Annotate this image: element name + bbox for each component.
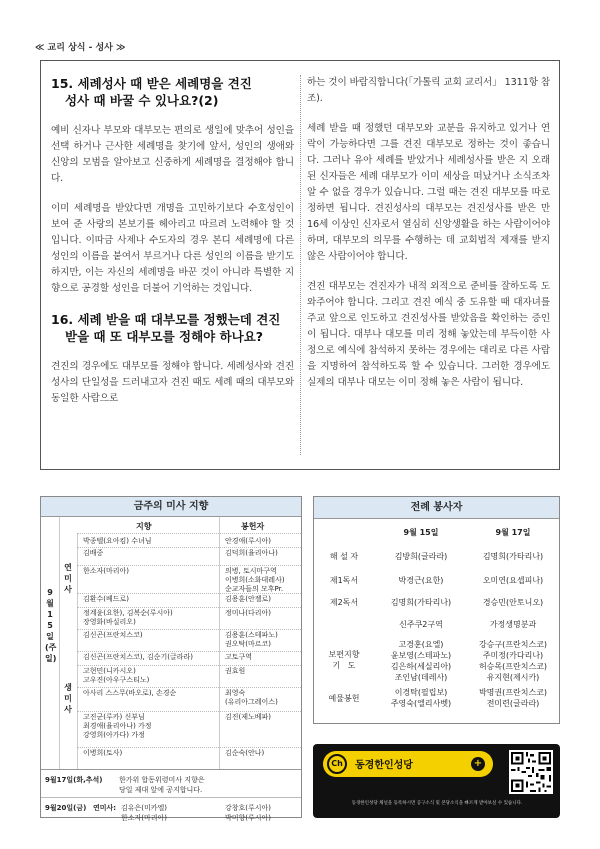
qr-code-icon [509, 750, 553, 794]
grid-line [77, 711, 301, 712]
serve-name: 경승민(안토니오) [482, 598, 544, 607]
banner-name: 동경한인성당 [355, 760, 413, 771]
grid-line [77, 565, 301, 566]
mass-offer: 의병, 토시마구역 이병희(소화데레사) 순교자들의 모후Pr. [225, 567, 285, 593]
serve-name: 박경근(요한) [398, 576, 444, 585]
q16-paragraph-3: 견진 대부모는 견진자가 내적 외적으로 준비를 잘하도록 도와주어야 합니다. 그리고 견진 예식 중 도유할 때 대자녀를 주교 앞으로 인도하고 견진성사를 받았음을 확인하는 증인이 됩니다. 대부나 대모를 미리 정해 놓았는데 부득이한 사정으로 예식에 참석하지 못하는 경우에는 대리로 다른 사람을 지명하여 참석하도록 할 수 있습니다. 그러한 경우에도 실제의 대부나 대모는 이미 정해 놓은 사람이 됩니다. [307, 281, 550, 388]
plus-icon[interactable]: + [471, 757, 485, 771]
serve-name: 가정생명분과 [489, 620, 537, 629]
note2-intent: 김유은(미카엘) 한소자(마리아) [121, 804, 168, 822]
q15-title-line1: 15. 세례성사 때 받은 세례명을 견진 [51, 76, 252, 91]
liturgy-servers-box [313, 496, 560, 724]
serve-name: 고경훈(요엘) 윤보영(스테파노) 김은하(세실리아) 조인남(데레사) [390, 640, 452, 682]
right-column [307, 75, 550, 391]
q15-paragraph-2: 이미 세례명을 받았다면 개명을 고민하기보다 수호성인이 보여 준 사랑의 본보기를 헤아리고 따르려 노력해야 할 것입니다. 이따금 사제나 수도자의 경우 본디 세례명에 다른 성인의 이름을 붙여서 부르거나 다른 성인의 이름을 받기도 하지만, 이는 자신의 세례명을 바꾼 것이 아니라 특별한 지향으로 공경할 성인을 더불어 기억하는 것입니다. [51, 203, 294, 294]
grid-line [219, 517, 220, 769]
note1-text: 한가위 합동위령미사 지향은 당일 제대 앞에 공지합니다. [119, 776, 205, 794]
mass-intentions-box [40, 496, 302, 822]
left-column [51, 75, 294, 407]
mass-offer: 김덕희(율리아나) [225, 549, 278, 557]
catechism-box [40, 60, 560, 470]
grid-line [77, 651, 301, 652]
note1-date: 9월17일(화,추석) [45, 776, 103, 784]
grid-line [77, 593, 301, 594]
mass-intent: 고현민(니카시오) 고우진(아우구스티노) [83, 667, 150, 684]
q16-paragraph-1-cont: 하는 것이 바람직합니다(「가톨릭 교회 교리서」 1311항 참조). [307, 77, 550, 104]
note2-date: 9월20일(금) [45, 804, 87, 812]
grid-line [41, 769, 301, 770]
head-offer: 봉헌자 [241, 522, 265, 531]
mass-offer: 안경애(루시아) [225, 537, 272, 545]
mass-title: 금주의 미사 지향 [41, 497, 301, 517]
channel-banner[interactable] [313, 744, 560, 818]
mass-intent: 고진군(루카) 신부님 최경애(율리아나) 가정 강영희(아가다) 가정 [83, 713, 152, 739]
q15-paragraph-1: 예비 신자나 부모와 대부모는 편의로 생일에 맞추어 성인을 선택 하거나 근사한 세례명을 찾기에 앞서, 성인의 생애와 신앙의 모범을 알아보고 신중하게 세례명을 결정해야 합니다. [51, 125, 294, 184]
serve-label: 제1독서 [329, 576, 359, 585]
grid-line [77, 665, 301, 666]
grid-line [77, 687, 301, 688]
section-header: ≪ 교리 상식 - 성사 ≫ [35, 43, 126, 53]
serve-col2: 9월 17일 [495, 528, 531, 537]
serve-title: 전례 봉사자 [314, 497, 559, 519]
mass-offer: 김순숙(안나) [225, 749, 265, 757]
serve-name: 김방희(글라라) [394, 552, 448, 561]
serve-name: 김명희(가타리나) [482, 552, 544, 561]
serve-name: 오미연(요셉피나) [482, 576, 544, 585]
mass-intent: 한소자(마리아) [83, 567, 130, 575]
channel-logo: Ch [327, 754, 347, 774]
mass-intent: 김신곤(프란치스코), 김순기(글라라) [83, 653, 194, 661]
mass-intent: 아사리 스스무(바오로), 손경순 [83, 689, 177, 697]
q16-title [51, 311, 294, 345]
grid-line [77, 533, 301, 534]
group-living: 생미사 [64, 683, 72, 714]
serve-name: 김명희(가타리나) [390, 598, 452, 607]
grid-line [77, 629, 301, 630]
banner-note: 동경한인성당 채널을 등록하시면 공구소식 및 본당소식을 빠르게 받아보실 수 있습니다. [351, 801, 523, 806]
q16-paragraph-1: 견진의 경우에도 대부모를 정해야 합니다. 세례성사와 견진성사의 단일성을 드러내고자 견진 때도 세례 때의 대부모와 동일한 사람으로 [51, 361, 294, 404]
q15-title [51, 75, 294, 109]
note2-offer: 강창호(루시아) 박미향(루시아) [225, 804, 272, 822]
serve-name: 강승구(프란치스코) 주미정(카다리나) 허승목(프란치스코) 유지현(제시카) [478, 640, 548, 682]
serve-label: 제2독서 [329, 598, 359, 607]
grid-line [77, 747, 301, 748]
grid-line [59, 517, 60, 769]
mass-intent: 박종텔(요아킴) 수녀님 [83, 537, 152, 545]
grid-line [77, 607, 301, 608]
grid-line [41, 797, 301, 798]
mass-intent: 김신곤(프란치스코) [83, 631, 143, 639]
grid-line [77, 547, 301, 548]
serve-label: 해 설 자 [329, 552, 359, 561]
head-intent: 지향 [136, 522, 152, 531]
q16-title-line1: 16. 세례 받을 때 대부모를 정했는데 견진 [51, 312, 281, 327]
serve-label: 보편지향 기 도 [328, 650, 360, 670]
date-label: 9월15일(주일) [45, 588, 57, 663]
mass-offer: 최영숙 (유리아그레이스) [225, 689, 278, 706]
q15-title-line2: 성사 때 바꿀 수 있나요?(2) [65, 93, 219, 108]
mass-offer: 김진(제노베파) [225, 713, 272, 721]
serve-name: 신주쿠2구역 [399, 620, 443, 629]
serve-name: 박명권(프란치스코) 전미련(글라라) [478, 688, 548, 708]
mass-intent: 김배중 [83, 549, 104, 557]
mass-offer: 김용훈(스테파노) 권오탁(마르코) [225, 631, 278, 648]
mass-intent: 정계윤(요한), 김복순(루시아) 장영화(바실리오) [83, 609, 173, 626]
serve-col1: 9월 15일 [403, 528, 439, 537]
mass-offer: 권효원 [225, 667, 246, 675]
serve-label: 예물봉헌 [328, 694, 360, 703]
serve-name: 이경탁(필립보) 주영숙(엘리사벳) [390, 688, 452, 708]
group-memorial: 연미사 [64, 563, 72, 594]
column-divider [300, 75, 301, 455]
note2-group: 연미사: [93, 804, 117, 812]
mass-intent: 이병희(토사) [83, 749, 123, 757]
mass-offer: 정미나(다리아) [225, 609, 272, 617]
mass-intent: 김환수(베드로) [83, 595, 130, 603]
mass-offer: 고토구역 [225, 653, 253, 661]
q16-paragraph-2: 세례 받을 때 정했던 대부모와 교분을 유지하고 있거나 연락이 가능하다면 그를 견진 대부모로 정하는 것이 좋습니다. 그러나 유아 세례를 받았거나 세례성사를 받은 지 오래된 신자들은 세례 대부모가 이미 세상을 떠났거나 소식조차 알 수 없을 경우가 있습니다. 그럴 때는 견진 대부모를 따로 정하면 됩니다. 견진성사의 대부모는 견진성사를 받은 만 16세 이상인 신자로서 열심히 신앙생활을 하는 사람이어야 하며, 대부모의 의무를 수행하는 데 교회법적 제재를 받지 않은 사람이어야 합니다. [307, 123, 550, 262]
mass-offer: 김용훈(안젤로) [225, 595, 272, 603]
q16-title-line2: 받을 때 또 대부모를 정해야 하나요? [65, 329, 264, 344]
